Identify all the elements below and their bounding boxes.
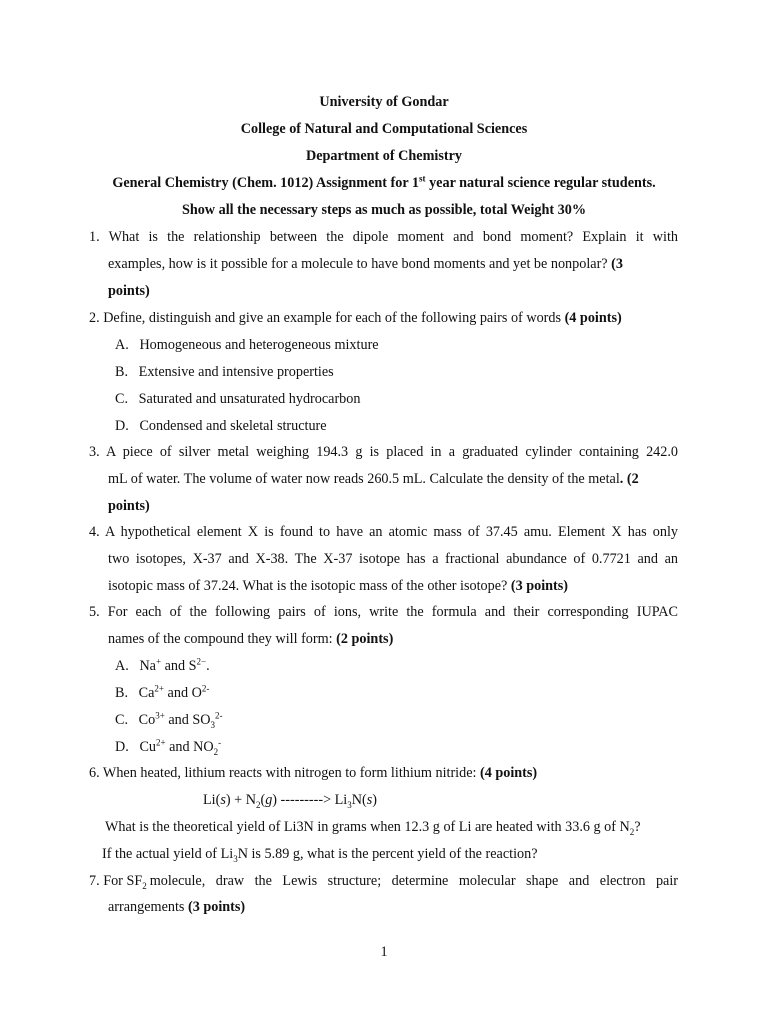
and-word: and (164, 685, 192, 701)
question-5-line-2 (108, 630, 393, 648)
question-2-option-d (115, 417, 327, 435)
question-2-option-c (115, 390, 360, 408)
question-1-points-a: (3 (611, 256, 623, 272)
course-title (0, 174, 768, 192)
eq-plus-nitrogen: ) + N (225, 792, 256, 808)
course-title-sup: st (419, 173, 426, 184)
option-letter: B. (115, 364, 129, 380)
question-6-points: (4 points) (480, 765, 538, 781)
question-4-line-1: 4. A hypothetical element X is found to have an atomic mass of 37.45 amu. Element X has only (89, 524, 678, 540)
question-7-points: (3 points) (187, 899, 246, 915)
question-4-line-3 (108, 577, 568, 595)
ion-2-subscript: 2 (213, 746, 219, 757)
and-word: and (165, 739, 194, 755)
department-title: Department of Chemistry (305, 148, 463, 164)
ion-2: SO (192, 712, 211, 728)
eq-paren: ( (260, 792, 266, 808)
question-4-line-2: two isotopes, X-37 and X-38. The X-37 isotope has a fractional abundance of 0.7721 and an (108, 551, 678, 567)
question-7-line-1 (89, 872, 678, 890)
and-word: and (164, 712, 193, 728)
instructions: Show all the necessary steps as much as possible, total Weight 30% (181, 202, 587, 218)
question-2-option-a (115, 336, 379, 354)
university-title: University of Gondar (319, 94, 449, 110)
question-7-text-2: arrangements (108, 899, 185, 915)
question-6-part-b-pre: If the actual yield of Li (102, 846, 234, 862)
question-7-line-2 (108, 898, 245, 916)
question-5-points: (2 points) (336, 631, 394, 647)
ion-2-charge: - (218, 737, 222, 748)
ion-1-charge: 2+ (154, 683, 164, 694)
question-5-text: names of the compound they will form: (108, 631, 333, 647)
question-4-text: isotopic mass of 37.24. What is the isotopic mass of the other isotope? (108, 578, 508, 594)
ion-1: Cu (139, 739, 156, 755)
eq-subscript: 2 (255, 799, 261, 810)
course-title-pre: General Chemistry (Chem. 1012) Assignment for 1 (112, 175, 420, 191)
question-5-option-a (115, 657, 210, 675)
question-7-prefix (89, 872, 147, 890)
subscript: 2 (629, 826, 635, 837)
option-text: Extensive and intensive properties (138, 364, 334, 380)
question-1-line-2 (108, 255, 623, 273)
option-text: Saturated and unsaturated hydrocarbon (138, 391, 361, 407)
and-word: and (161, 658, 189, 674)
question-2-option-b (115, 363, 334, 381)
eq-subscript: 3 (347, 799, 352, 810)
question-4-points: (3 points) (510, 578, 568, 594)
eq-state-solid: s (366, 792, 373, 808)
ion-1: Ca (138, 685, 155, 701)
question-5-option-b (115, 684, 209, 702)
question-3-points-b: points) (108, 498, 150, 514)
question-7-text: molecule, draw the Lewis structure; determine molecular shape and electron pair (149, 873, 678, 889)
eq-state-solid: s (220, 792, 226, 808)
ion-1-charge: 3+ (155, 710, 165, 721)
question-1-points-b: points) (108, 283, 150, 299)
ion-2: O (191, 685, 202, 701)
question-7-pre: 7. For SF (89, 873, 143, 889)
subscript: 3 (233, 853, 238, 864)
ion-1: Na (139, 658, 156, 674)
question-3-text: mL of water. The volume of water now reads 260.5 mL. Calculate the density of the metal (108, 471, 620, 487)
question-6-text: 6. When heated, lithium reacts with nitrogen to form lithium nitride: (89, 765, 477, 781)
ion-2-charge: 2- (215, 710, 223, 721)
question-1-text: examples, how is it possible for a molecule to have bond moments and yet be nonpolar? (108, 256, 608, 272)
eq-nitride: N( (351, 792, 367, 808)
question-6-line-1 (89, 764, 537, 782)
question-3-line-2 (108, 470, 639, 488)
option-letter: A. (115, 337, 129, 353)
question-6-part-a (105, 818, 641, 836)
option-letter: B. (115, 685, 129, 701)
ion-1-charge: 2+ (156, 737, 166, 748)
question-5-option-c (115, 711, 223, 729)
course-title-post: year natural science regular students. (425, 175, 656, 191)
subscript: 2 (142, 880, 147, 891)
ion-2-charge: 2− (196, 656, 207, 667)
question-1-line-1: 1. What is the relationship between the dipole moment and bond moment? Explain it with (89, 229, 678, 245)
option-letter: C. (115, 391, 129, 407)
ion-1-charge: + (155, 656, 162, 667)
option-letter: D. (115, 418, 129, 434)
question-6-part-b-post: N is 5.89 g, what is the percent yield of the reaction? (237, 846, 538, 862)
question-6-part-b (102, 845, 538, 863)
option-text: Condensed and skeletal structure (139, 418, 327, 434)
page-number: 1 (380, 944, 388, 960)
question-2-points: (4 points) (564, 310, 622, 326)
period: . (206, 658, 210, 674)
question-6-part-a-text: What is the theoretical yield of Li3N in grams when 12.3 g of Li are heated with 33.6 g of N (105, 819, 630, 835)
ion-2: NO (193, 739, 214, 755)
option-letter: D. (115, 739, 129, 755)
reaction-equation (203, 791, 377, 809)
question-5-option-d (115, 738, 221, 756)
eq-paren: ) (372, 792, 377, 808)
option-text: Homogeneous and heterogeneous mixture (139, 337, 379, 353)
question-2-text: 2. Define, distinguish and give an example for each of the following pairs of words (89, 310, 562, 326)
question-3-line-1: 3. A piece of silver metal weighing 194.3 g is placed in a graduated cylinder containing 242.0 (89, 444, 678, 460)
ion-2-charge: 2- (201, 683, 210, 694)
eq-arrow: ) ---------> Li (272, 792, 348, 808)
ion-2-subscript: 3 (210, 719, 216, 730)
question-3-points-a: . (2 (619, 471, 639, 487)
ion-2: S (188, 658, 197, 674)
question-5-line-1: 5. For each of the following pairs of ions, write the formula and their corresponding IUPAC (89, 604, 678, 620)
eq-state-gas: g (265, 792, 273, 808)
option-letter: A. (115, 658, 129, 674)
question-2 (89, 309, 622, 327)
ion-1: Co (138, 712, 156, 728)
eq-lithium: Li( (203, 792, 221, 808)
question-mark: ? (634, 819, 641, 835)
option-letter: C. (115, 712, 129, 728)
college-title: College of Natural and Computational Sciences (240, 121, 528, 137)
